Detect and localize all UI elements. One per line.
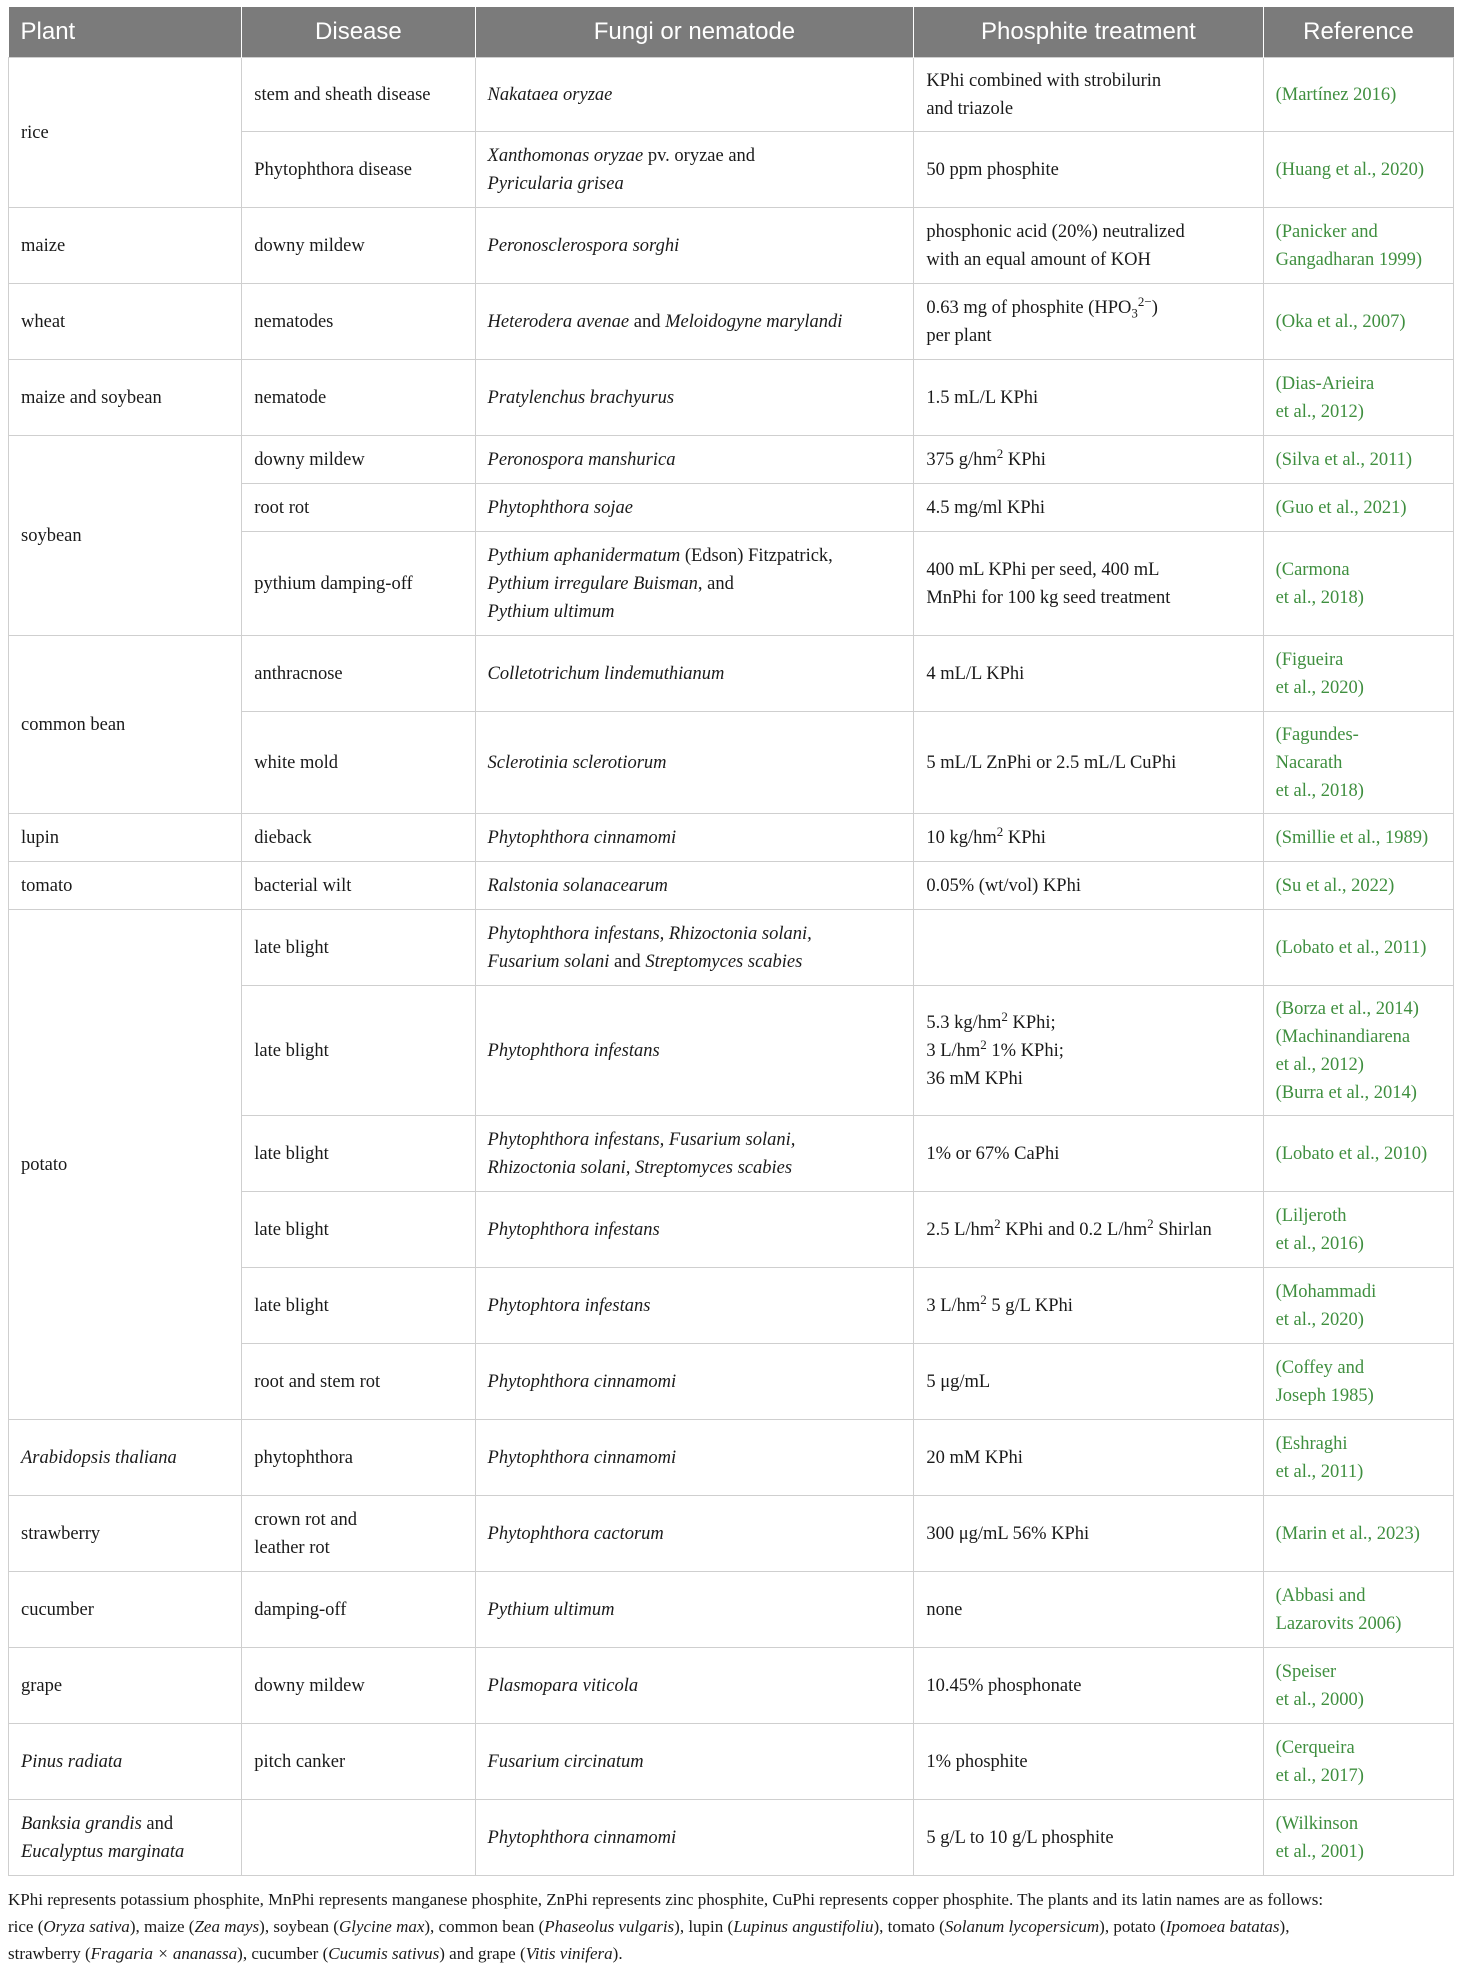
cell-disease: Phytophthora disease <box>242 132 475 208</box>
cell-treatment: 400 mL KPhi per seed, 400 mL MnPhi for 100 kg seed treatment <box>914 532 1263 636</box>
cell-disease: nematodes <box>242 284 475 360</box>
cell-fungi: Phytophtora infestans <box>475 1268 914 1344</box>
cell-treatment: 10.45% phosphonate <box>914 1648 1263 1724</box>
cell-fungi: Xanthomonas oryzae pv. oryzae and Pyricularia grisea <box>475 132 914 208</box>
cell-treatment: 375 $g/hm^2$ KPhi <box>914 436 1263 484</box>
cell-fungi: Phytophthora cinnamomi <box>475 1420 914 1496</box>
cell-disease: root rot <box>242 484 475 532</box>
table-row <box>9 910 1454 986</box>
cell-reference[interactable]: (Oka et al., 2007) <box>1263 284 1453 360</box>
cell-treatment: 3 $L/hm^2$ 5 g/L KPhi <box>914 1268 1263 1344</box>
cell-fungi: Phytophthora sojae <box>475 484 914 532</box>
cell-disease: stem and sheath disease <box>242 58 475 132</box>
cell-reference[interactable]: (Martínez 2016) <box>1263 58 1453 132</box>
cell-disease <box>242 1800 475 1876</box>
cell-plant: lupin <box>9 814 242 862</box>
cell-fungi: Phytophthora infestans <box>475 986 914 1116</box>
footnote-line: KPhi represents potassium phosphite, MnPhi represents manganese phosphite, ZnPhi represents zinc phosphite, CuPhi represents copper phosphite. The plants and its latin names are as follows: <box>8 1890 1324 1909</box>
footnote-line: strawberry (Fragaria × ananassa), cucumber (Cucumis sativus) and grape (Vitis vinifera). <box>8 1944 623 1963</box>
cell-reference[interactable]: (Lobato et al., 2010) <box>1263 1116 1453 1192</box>
cell-disease: white mold <box>242 712 475 814</box>
table-row <box>9 636 1454 712</box>
cell-plant: soybean <box>9 436 242 636</box>
cell-treatment: 10 $kg/hm^2$ KPhi <box>914 814 1263 862</box>
cell-fungi: Pythium ultimum <box>475 1572 914 1648</box>
cell-reference[interactable]: (Figueira et al., 2020) <box>1263 636 1453 712</box>
cell-disease: late blight <box>242 1116 475 1192</box>
cell-plant: common bean <box>9 636 242 814</box>
cell-disease: pitch canker <box>242 1724 475 1800</box>
table-row <box>9 58 1454 132</box>
table-row <box>9 862 1454 910</box>
table-row <box>9 208 1454 284</box>
cell-fungi: Peronospora manshurica <box>475 436 914 484</box>
cell-plant: wheat <box>9 284 242 360</box>
cell-treatment: 5 μg/mL <box>914 1344 1263 1420</box>
table-row <box>9 1496 1454 1572</box>
cell-disease: bacterial wilt <box>242 862 475 910</box>
cell-reference[interactable]: (Lobato et al., 2011) <box>1263 910 1453 986</box>
table-body <box>9 58 1454 1876</box>
cell-treatment: KPhi combined with strobilurin and triazole <box>914 58 1263 132</box>
cell-reference[interactable]: (Huang et al., 2020) <box>1263 132 1453 208</box>
cell-reference[interactable]: (Eshraghi et al., 2011) <box>1263 1420 1453 1496</box>
footnote-line: rice (Oryza sativa), maize (Zea mays), soybean (Glycine max), common bean (Phaseolus vulgaris), lupin (Lupinus angustifoliu), tomato (Solanum lycopersicum), potato (Ipomoea batatas), <box>8 1917 1290 1936</box>
cell-treatment: 300 μg/mL 56% KPhi <box>914 1496 1263 1572</box>
table-row <box>9 284 1454 360</box>
cell-fungi: Phytophthora cactorum <box>475 1496 914 1572</box>
cell-fungi: Heterodera avenae and Meloidogyne marylandi <box>475 284 914 360</box>
cell-disease: downy mildew <box>242 1648 475 1724</box>
cell-plant: strawberry <box>9 1496 242 1572</box>
cell-fungi: Phytophthora infestans, Rhizoctonia solani, Fusarium solani and Streptomyces scabies <box>475 910 914 986</box>
cell-fungi: Peronosclerospora sorghi <box>475 208 914 284</box>
cell-fungi: Phytophthora cinnamomi <box>475 1344 914 1420</box>
cell-plant: Pinus radiata <box>9 1724 242 1800</box>
cell-reference[interactable]: (Cerqueira et al., 2017) <box>1263 1724 1453 1800</box>
cell-plant: cucumber <box>9 1572 242 1648</box>
cell-plant: tomato <box>9 862 242 910</box>
cell-reference[interactable]: (Dias-Arieira et al., 2012) <box>1263 360 1453 436</box>
table-row <box>9 1648 1454 1724</box>
cell-treatment: 5 mL/L ZnPhi or 2.5 mL/L CuPhi <box>914 712 1263 814</box>
table-row <box>9 1420 1454 1496</box>
cell-disease: nematode <box>242 360 475 436</box>
table-row <box>9 360 1454 436</box>
cell-reference[interactable]: (Liljeroth et al., 2016) <box>1263 1192 1453 1268</box>
cell-disease: late blight <box>242 1192 475 1268</box>
cell-reference[interactable]: (Panicker and Gangadharan 1999) <box>1263 208 1453 284</box>
table-row <box>9 814 1454 862</box>
header-fungi: Fungi or nematode <box>475 7 914 58</box>
cell-reference[interactable]: (Silva et al., 2011) <box>1263 436 1453 484</box>
cell-reference[interactable]: (Coffey and Joseph 1985) <box>1263 1344 1453 1420</box>
cell-fungi: Pythium aphanidermatum (Edson) Fitzpatrick, Pythium irregulare Buisman, and Pythium ultimum <box>475 532 914 636</box>
header-reference: Reference <box>1263 7 1453 58</box>
cell-treatment: 50 ppm phosphite <box>914 132 1263 208</box>
header-treatment: Phosphite treatment <box>914 7 1263 58</box>
cell-disease: anthracnose <box>242 636 475 712</box>
cell-reference[interactable]: (Su et al., 2022) <box>1263 862 1453 910</box>
cell-treatment: 1% or 67% CaPhi <box>914 1116 1263 1192</box>
cell-fungi: Fusarium circinatum <box>475 1724 914 1800</box>
phosphite-table-figure <box>8 7 1454 1967</box>
cell-disease: late blight <box>242 986 475 1116</box>
cell-plant: rice <box>9 58 242 208</box>
table-header <box>9 7 1454 58</box>
cell-treatment: phosphonic acid (20%) neutralized with an equal amount of KOH <box>914 208 1263 284</box>
cell-reference[interactable]: (Marin et al., 2023) <box>1263 1496 1453 1572</box>
cell-fungi: Phytophthora cinnamomi <box>475 1800 914 1876</box>
table-row <box>9 1572 1454 1648</box>
cell-fungi: Ralstonia solanacearum <box>475 862 914 910</box>
cell-treatment: 1.5 mL/L KPhi <box>914 360 1263 436</box>
cell-fungi: Phytophthora cinnamomi <box>475 814 914 862</box>
table-row <box>9 1800 1454 1876</box>
cell-fungi: Nakataea oryzae <box>475 58 914 132</box>
cell-disease: late blight <box>242 910 475 986</box>
cell-disease: crown rot and leather rot <box>242 1496 475 1572</box>
cell-disease: root and stem rot <box>242 1344 475 1420</box>
cell-reference[interactable]: (Speiser et al., 2000) <box>1263 1648 1453 1724</box>
cell-fungi: Phytophthora infestans <box>475 1192 914 1268</box>
cell-plant: grape <box>9 1648 242 1724</box>
cell-fungi: Pratylenchus brachyurus <box>475 360 914 436</box>
cell-treatment: none <box>914 1572 1263 1648</box>
cell-disease: phytophthora <box>242 1420 475 1496</box>
table-row <box>9 1724 1454 1800</box>
cell-reference[interactable]: (Carmona et al., 2018) <box>1263 532 1453 636</box>
cell-treatment: 0.63 mg of phosphite $(HPO_3^{2-})$ per plant <box>914 284 1263 360</box>
cell-plant: maize and soybean <box>9 360 242 436</box>
cell-disease: late blight <box>242 1268 475 1344</box>
cell-fungi: Phytophthora infestans, Fusarium solani, Rhizoctonia solani, Streptomyces scabies <box>475 1116 914 1192</box>
cell-reference[interactable]: (Fagundes- Nacarath et al., 2018) <box>1263 712 1453 814</box>
cell-disease: pythium damping-off <box>242 532 475 636</box>
header-disease: Disease <box>242 7 475 58</box>
cell-plant: Arabidopsis thaliana <box>9 1420 242 1496</box>
cell-treatment: 4.5 mg/ml KPhi <box>914 484 1263 532</box>
cell-plant: Banksia grandis and Eucalyptus marginata <box>9 1800 242 1876</box>
table-row <box>9 436 1454 484</box>
cell-treatment: 2.5 $L/hm^2$ KPhi and 0.2 $L/hm^2$ Shirlan <box>914 1192 1263 1268</box>
cell-disease: dieback <box>242 814 475 862</box>
cell-fungi: Colletotrichum lindemuthianum <box>475 636 914 712</box>
header-plant: Plant <box>9 7 242 58</box>
cell-treatment: 20 mM KPhi <box>914 1420 1263 1496</box>
cell-reference[interactable]: (Smillie et al., 1989) <box>1263 814 1453 862</box>
cell-treatment: 0.05% (wt/vol) KPhi <box>914 862 1263 910</box>
cell-reference[interactable]: (Guo et al., 2021) <box>1263 484 1453 532</box>
cell-plant: potato <box>9 910 242 1420</box>
cell-reference[interactable]: (Borza et al., 2014) (Machinandiarena et al., 2012) (Burra et al., 2014) <box>1263 986 1453 1116</box>
phosphite-table <box>8 7 1454 1876</box>
cell-reference[interactable]: (Wilkinson et al., 2001) <box>1263 1800 1453 1876</box>
cell-treatment: 1% phosphite <box>914 1724 1263 1800</box>
cell-fungi: Sclerotinia sclerotiorum <box>475 712 914 814</box>
cell-disease: damping-off <box>242 1572 475 1648</box>
table-footnote <box>8 1886 1454 1967</box>
cell-reference[interactable]: (Abbasi and Lazarovits 2006) <box>1263 1572 1453 1648</box>
cell-disease: downy mildew <box>242 208 475 284</box>
cell-treatment: 5.3 $kg/hm^2$ KPhi; 3 $L/hm^2$ 1% KPhi; 36 mM KPhi <box>914 986 1263 1116</box>
cell-fungi: Plasmopara viticola <box>475 1648 914 1724</box>
cell-reference[interactable]: (Mohammadi et al., 2020) <box>1263 1268 1453 1344</box>
cell-treatment <box>914 910 1263 986</box>
cell-treatment: 5 g/L to 10 g/L phosphite <box>914 1800 1263 1876</box>
cell-disease: downy mildew <box>242 436 475 484</box>
cell-treatment: 4 mL/L KPhi <box>914 636 1263 712</box>
cell-plant: maize <box>9 208 242 284</box>
